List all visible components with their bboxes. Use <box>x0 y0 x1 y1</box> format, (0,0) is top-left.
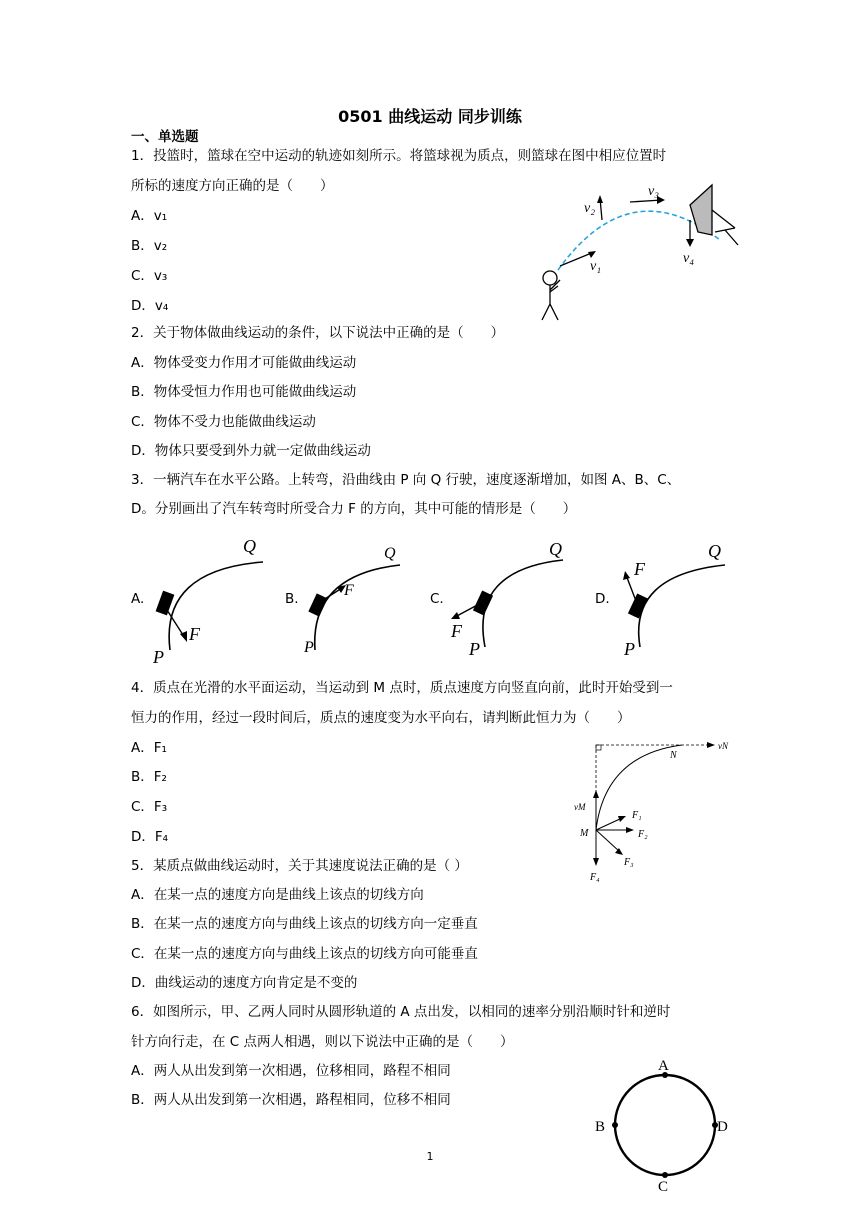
q6-stem-line1: 6．如图所示，甲、乙两人同时从圆形轨道的 A 点出发，以相同的速率分别沿顺时针和逆时 <box>131 1004 671 1020</box>
q3-figure-b <box>300 540 420 660</box>
q1-option-a: A．v₁ <box>131 208 168 224</box>
q1-label-v1: v₁ <box>590 259 602 274</box>
q3-option-a-label: A. <box>131 591 145 607</box>
q6-circle-track-figure <box>590 1050 740 1195</box>
q1-option-d: D．v₄ <box>131 298 169 314</box>
q6-label-b: B <box>595 1119 606 1135</box>
q3-d-label-f: F <box>634 559 645 579</box>
q6-option-a: A．两人从出发到第一次相遇，位移相同，路程不相同 <box>131 1063 451 1079</box>
q4-option-d: D．F₄ <box>131 829 169 845</box>
q1-label-v2: v₂ <box>584 201 596 216</box>
q6-label-c: C <box>658 1179 669 1195</box>
q6-label-d: D <box>717 1119 728 1135</box>
q4-option-a: A．F₁ <box>131 740 167 756</box>
q2-option-b: B．物体受恒力作用也可能做曲线运动 <box>131 384 357 400</box>
q3-a-label-p: P <box>153 647 164 667</box>
q4-label-m: M <box>580 828 589 839</box>
page-title: 0501 曲线运动 同步训练 <box>338 107 522 126</box>
q4-option-b: B．F₂ <box>131 769 167 785</box>
q1-option-b: B．v₂ <box>131 238 168 254</box>
q4-label-f4: F₄ <box>590 872 600 883</box>
q3-stem-line2: D。分别画出了汽车转弯时所受合力 F 的方向，其中可能的情形是（ ） <box>131 501 577 517</box>
q4-stem-line2: 恒力的作用，经过一段时间后，质点的速度变为水平向右，请判断此恒力为（ ） <box>131 710 631 726</box>
q2-stem: 2．关于物体做曲线运动的条件，以下说法中正确的是（ ） <box>131 325 505 341</box>
q6-option-b: B．两人从出发到第一次相遇，路程相同，位移不相同 <box>131 1092 451 1108</box>
q2-option-d: D．物体只要受到外力就一定做曲线运动 <box>131 443 371 459</box>
q3-d-label-p: P <box>624 639 635 659</box>
q3-c-label-p: P <box>469 639 480 659</box>
q6-stem-line2: 针方向行走，在 C 点两人相遇，则以下说法中正确的是（ ） <box>131 1034 514 1050</box>
q3-b-label-f: F <box>344 582 354 599</box>
q3-a-label-q: Q <box>243 536 256 556</box>
q4-force-figure <box>560 730 740 885</box>
page-number: 1 <box>426 1150 434 1163</box>
q3-option-b-label: B. <box>285 591 299 607</box>
q2-option-a: A．物体受变力作用才可能做曲线运动 <box>131 355 357 371</box>
q1-stem-line2: 所标的速度方向正确的是（ ） <box>131 178 334 194</box>
q1-stem-line1: 1．投篮时，篮球在空中运动的轨迹如刻所示。将篮球视为质点，则篮球在图中相应位置时 <box>131 148 667 164</box>
q5-option-d: D．曲线运动的速度方向肯定是不变的 <box>131 975 358 991</box>
q3-figure-c <box>445 535 575 660</box>
q4-label-f1: F₁ <box>632 810 642 821</box>
q5-option-c: C．在某一点的速度方向与曲线上该点的切线方向可能垂直 <box>131 946 478 962</box>
q4-option-c: C．F₃ <box>131 799 168 815</box>
q3-b-label-p: P <box>304 639 314 656</box>
q1-option-c: C．v₃ <box>131 268 168 284</box>
q3-d-label-q: Q <box>708 541 721 561</box>
q2-option-c: C．物体不受力也能做曲线运动 <box>131 414 316 430</box>
q5-stem: 5．某质点做曲线运动时，关于其速度说法正确的是（ ） <box>131 858 468 874</box>
q3-c-label-q: Q <box>549 539 562 559</box>
q3-stem-line1: 3．一辆汽车在水平公路。上转弯，沿曲线由 P 向 Q 行驶，速度逐渐增加，如图 A、B、C、 <box>131 472 681 488</box>
q3-figure-a <box>145 530 275 670</box>
q3-a-label-f: F <box>189 624 200 644</box>
q4-label-f2: F₂ <box>638 829 648 840</box>
q4-label-n: N <box>670 750 677 761</box>
section-heading: 一、单选题 <box>131 129 199 145</box>
q6-label-a: A <box>658 1058 669 1074</box>
q5-option-b: B．在某一点的速度方向与曲线上该点的切线方向一定垂直 <box>131 916 478 932</box>
q3-b-label-q: Q <box>384 545 396 562</box>
q1-label-v3: v₃ <box>648 184 660 199</box>
q3-figure-d <box>610 535 740 660</box>
q4-label-vn: vN <box>718 741 728 751</box>
q4-stem-line1: 4．质点在光滑的水平面运动，当运动到 M 点时，质点速度方向竖直向前，此时开始受到一 <box>131 680 673 696</box>
q3-c-label-f: F <box>451 621 462 641</box>
q4-label-vm: vM <box>574 802 586 812</box>
q5-option-a: A．在某一点的速度方向是曲线上该点的切线方向 <box>131 887 424 903</box>
q4-label-f3: F₃ <box>624 857 634 868</box>
q3-option-d-label: D. <box>595 591 610 607</box>
q1-label-v4: v₄ <box>683 251 695 266</box>
q3-option-c-label: C. <box>430 591 444 607</box>
q1-basketball-figure <box>530 180 750 330</box>
